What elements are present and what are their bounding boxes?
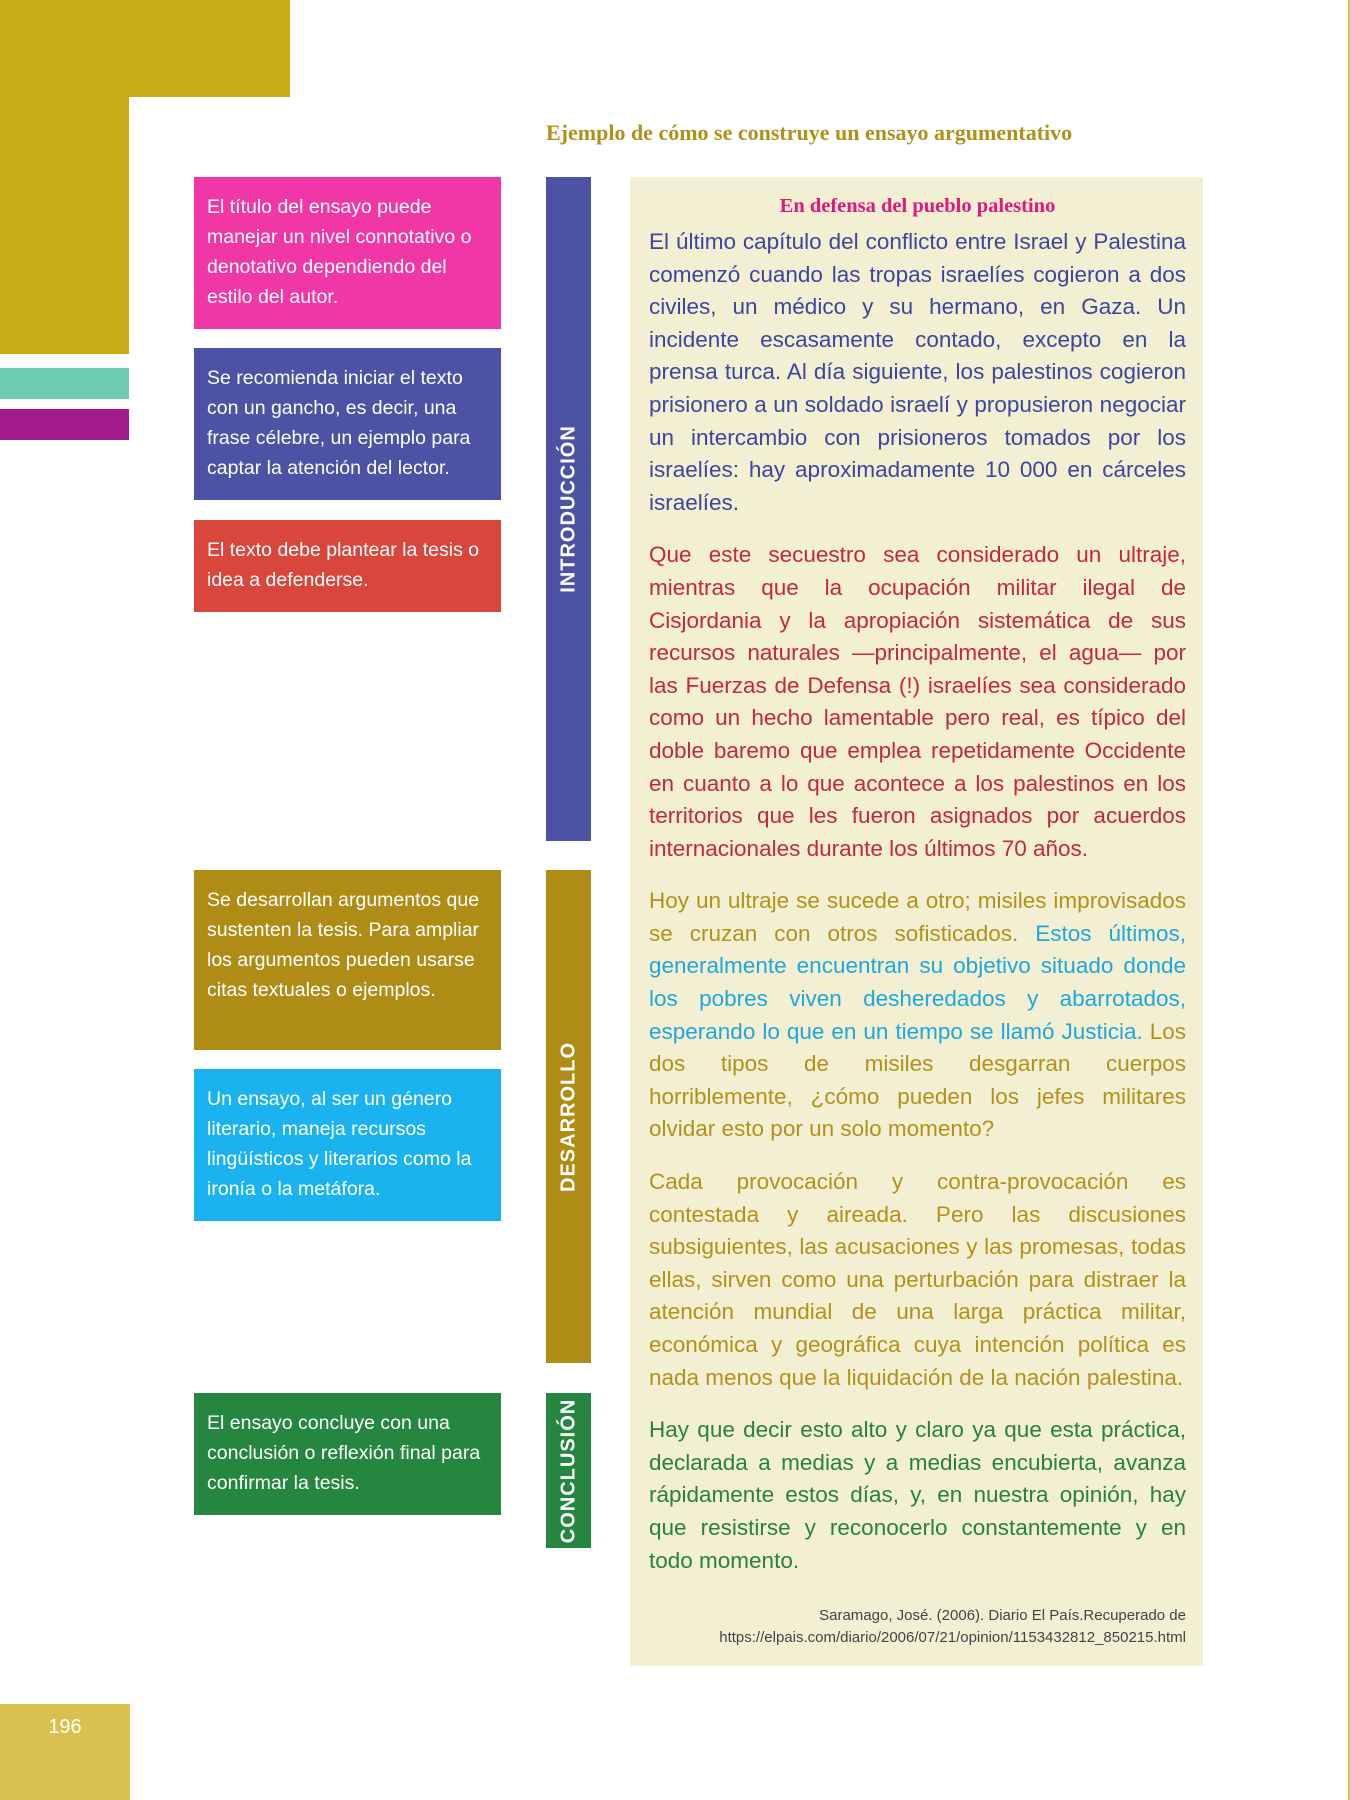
essay-panel	[630, 177, 1203, 1666]
note-thesis: El texto debe plantear la tesis o idea a defenderse.	[194, 520, 501, 612]
note-title: El título del ensayo puede manejar un nivel connotativo o denotativo dependiendo del estilo del autor.	[194, 177, 501, 329]
page-number: 196	[48, 1716, 82, 1738]
page-heading: Ejemplo de cómo se construye un ensayo argumentativo	[546, 120, 1073, 145]
decorative-teal-strip	[0, 368, 129, 399]
section-bar-introduction	[546, 177, 591, 841]
citation-line-1: Saramago, José. (2006). Diario El País.Recuperado de	[819, 1607, 1186, 1624]
section-label-introduction: INTRODUCCIÓN	[557, 425, 579, 593]
essay-paragraph-2: Que este secuestro sea considerado un ultraje, mientras que la ocupación militar ilegal de Cisjordania y la apropiación sistemática de sus recursos naturales —principalmente, el agua— por las Fuerzas de Defensa (!) israelíes sea considerado como un hecho lamentable pero real, es típico del doble baremo que emplea repetidamente Occidente en cuanto a lo que acontece a los palestinos en los territorios que les fueron asignados por acuerdos internacionales durante los últimos 70 años.	[649, 542, 1186, 861]
note-literary-resources: Un ensayo, al ser un género literario, maneja recursos lingüísticos y literarios como la ironía o la metáfora.	[194, 1069, 501, 1221]
note-hook: Se recomienda iniciar el texto con un gancho, es decir, una frase célebre, un ejemplo para captar la atención del lector.	[194, 348, 501, 500]
note-arguments: Se desarrollan argumentos que sustenten la tesis. Para ampliar los argumentos pueden usarse citas textuales o ejemplos.	[194, 870, 501, 1050]
section-bar-development	[546, 870, 591, 1363]
essay-paragraph-5: Hay que decir esto alto y claro ya que esta práctica, declarada a medias y a medias encubierta, avanza rápidamente estos días, y, en nuestra opinión, hay que resistirse y reconocerlo constantemente y en todo momento.	[649, 1417, 1186, 1573]
section-label-development: DESARROLLO	[557, 1041, 579, 1192]
essay-paragraph-3	[649, 885, 1186, 1146]
citation-url: https://elpais.com/diario/2006/07/21/opinion/1153432812_850215.html	[719, 1629, 1186, 1646]
decorative-gold-block-left	[0, 0, 129, 354]
essay-paragraph-4: Cada provocación y contra-provocación es contestada y aireada. Pero las discusiones subsiguientes, las acusaciones y las promesas, todas ellas, sirven como una perturbación para distraer la atención mundial de una larga práctica militar, económica y geográfica cuya intención política es nada menos que la liquidación de la nación palestina.	[649, 1169, 1186, 1390]
essay-paragraph-3-part-a: Hoy un ultraje se sucede a otro; misiles improvisados se cruzan con otros sofisticados.	[649, 888, 1186, 946]
decorative-purple-strip	[0, 409, 129, 440]
note-conclusion: El ensayo concluye con una conclusión o reflexión final para confirmar la tesis.	[194, 1393, 501, 1515]
citation	[646, 1605, 1186, 1649]
essay-paragraph-1: El último capítulo del conflicto entre Israel y Palestina comenzó cuando las tropas israelíes cogieron a dos civiles, un médico y su hermano, en Gaza. Un incidente escasamente contado, excepto en la prensa turca. Al día siguiente, los palestinos cogieron prisionero a un soldado israelí y propusieron negociar un intercambio con prisioneros tomados por los israelíes: hay aproximadamente 10 000 en cárceles israelíes.	[649, 229, 1186, 515]
essay-paragraph-3-part-c: Los dos tipos de misiles desgarran cuerpos horriblemente, ¿cómo pueden los jefes militares olvidar esto por un solo momento?	[649, 1018, 1187, 1142]
essay-paragraph-3-highlight: Estos últimos, generalmente encuentran su objetivo situado donde los pobres viven desheredados y abarrotados, esperando lo que en un tiempo se llamó Justicia.	[649, 920, 1187, 1044]
section-label-conclusion: CONCLUSIÓN	[557, 1398, 579, 1543]
section-bar-conclusion	[546, 1393, 591, 1548]
essay-title: En defensa del pueblo palestino	[779, 195, 1056, 217]
